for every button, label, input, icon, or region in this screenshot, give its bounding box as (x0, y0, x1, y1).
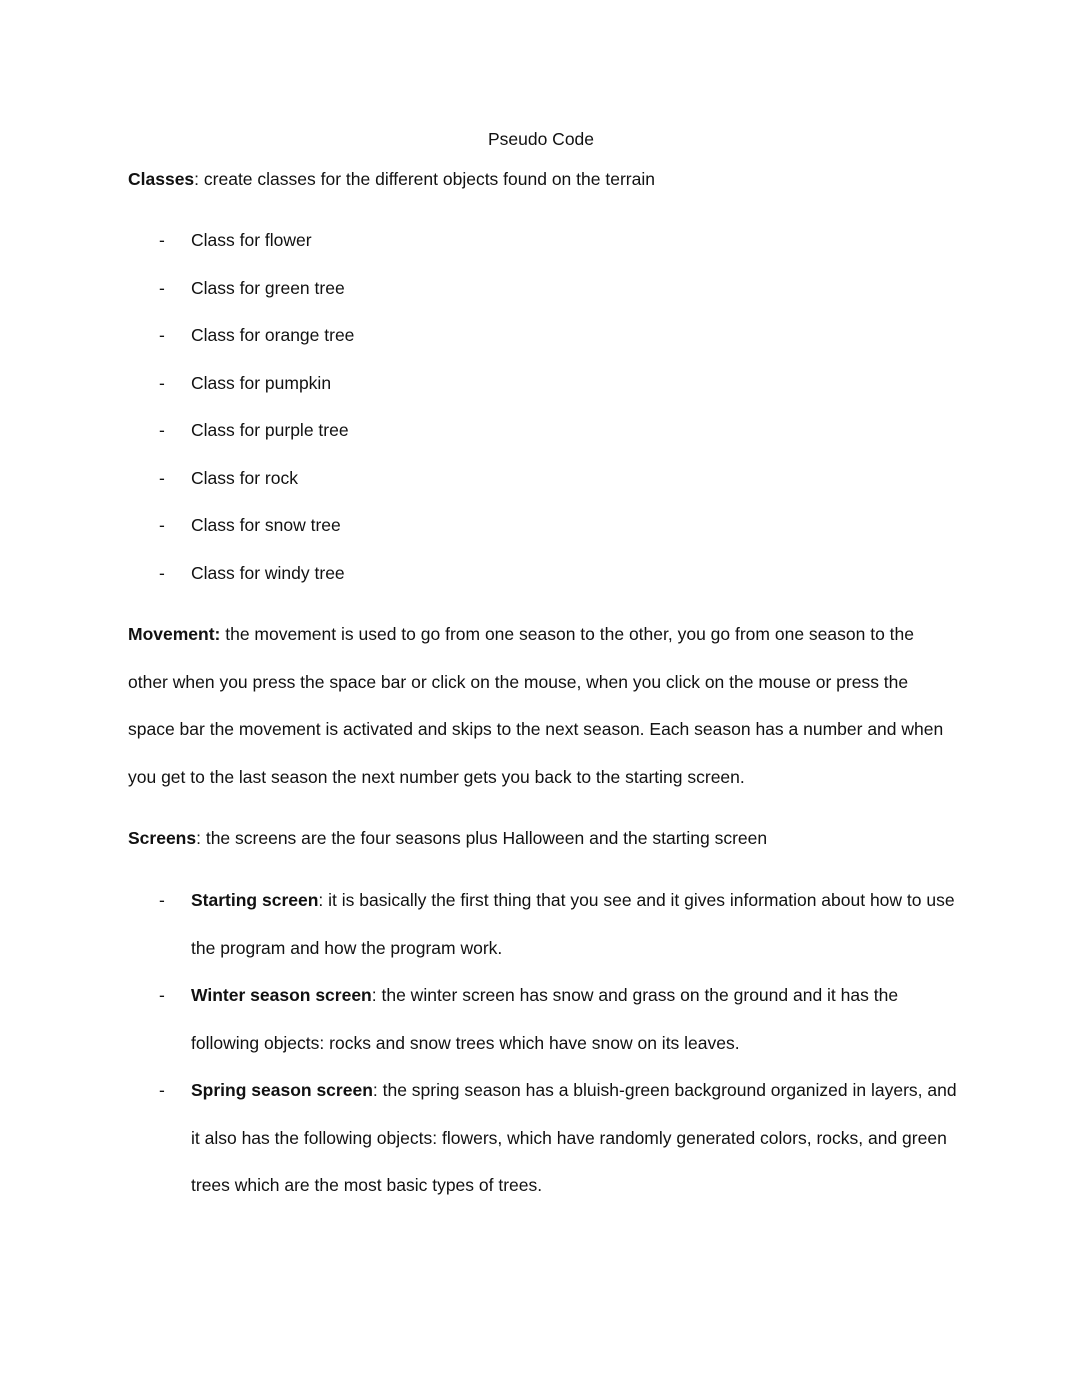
list-item (128, 550, 958, 598)
list-item-text: Class for flower (191, 230, 312, 250)
screens-intro: : the screens are the four seasons plus Halloween and the starting screen (196, 828, 768, 848)
list-item (128, 217, 958, 265)
classes-list (128, 217, 958, 597)
list-item (128, 265, 958, 313)
list-item (128, 455, 958, 503)
list-item (128, 312, 958, 360)
screen-description: : the winter screen has snow and grass on the ground and it has the following objects: rocks and snow trees which have snow on its leaves. (191, 985, 899, 1053)
list-item-text: Class for rock (191, 467, 298, 488)
screen-label: Spring season screen (191, 1080, 373, 1100)
screen-label: Starting screen (191, 890, 319, 910)
screens-list (128, 877, 958, 1210)
list-item (128, 972, 958, 1067)
list-item (128, 502, 958, 550)
classes-paragraph (128, 156, 958, 203)
list-item-text: Class for pumpkin (191, 372, 332, 393)
list-item (128, 877, 958, 972)
bullet-dash: - (159, 890, 165, 910)
list-item-text: Class for snow tree (191, 515, 341, 535)
list-item-text: Class for purple tree (191, 420, 349, 440)
list-item-text: Class for green tree (191, 277, 345, 298)
screens-heading: Screens (128, 828, 197, 848)
list-item-text: Class for orange tree (191, 325, 355, 345)
page-title: Pseudo Code (487, 129, 595, 149)
screen-description: : it is basically the first thing that you see and it gives information about how to use the program and how the program work. (191, 890, 955, 958)
screen-description: : the spring season has a bluish-green background organized in layers, and it also has the following objects: flowers, which have randomly generated colors, rocks, and green trees which are the most basic types of trees. (191, 1080, 957, 1195)
bullet-dash: - (159, 277, 165, 298)
bullet-dash: - (159, 420, 165, 440)
bullet-dash: - (159, 467, 165, 488)
screens-paragraph (128, 815, 958, 862)
movement-heading: Movement: (128, 624, 221, 644)
bullet-dash: - (159, 372, 165, 393)
bullet-dash: - (159, 230, 165, 250)
list-item (128, 1067, 958, 1210)
list-item (128, 360, 958, 408)
bullet-dash: - (159, 562, 165, 583)
classes-intro: : create classes for the different objects found on the terrain (194, 169, 655, 189)
movement-text: the movement is used to go from one season to the other, you go from one season to the other when you press the space bar or click on the mouse, when you click on the mouse or press the space bar the movement is activated and skips to the next season. Each season has a number and when you get to the last season the next number gets you back to the starting screen. (128, 624, 944, 787)
movement-paragraph (128, 611, 958, 801)
bullet-dash: - (159, 985, 165, 1005)
classes-heading: Classes (128, 169, 195, 189)
bullet-dash: - (159, 515, 165, 535)
bullet-dash: - (159, 325, 165, 345)
screen-label: Winter season screen (191, 985, 372, 1005)
list-item (128, 407, 958, 455)
list-item-text: Class for windy tree (191, 562, 345, 583)
bullet-dash: - (159, 1080, 165, 1100)
